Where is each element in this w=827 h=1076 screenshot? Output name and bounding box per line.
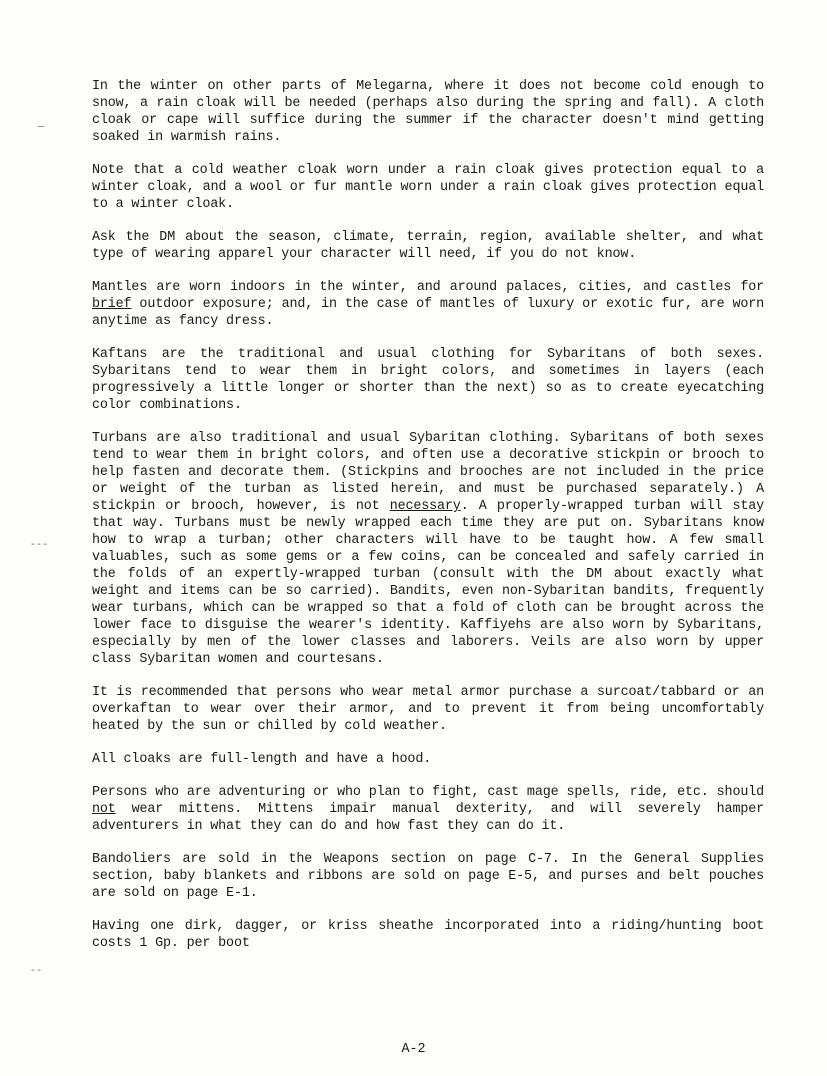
margin-mark: -- — [30, 966, 43, 977]
paragraph-bandoliers: Bandoliers are sold in the Weapons section on page C-7. In the General Supplies section, baby blankets and ribbons are sold on page E-5, and purses and belt pouches are sold on page E-1. — [92, 852, 764, 901]
paragraph-cloak-protection: Note that a cold weather cloak worn under a rain cloak gives protection equal to a winter cloak, and a wool or fur mantle worn under a rain cloak gives protection equal to a winter cloak. — [92, 163, 764, 212]
margin-mark: --- — [30, 540, 49, 551]
underlined-word: necessary — [389, 499, 461, 514]
paragraph-kaftans: Kaftans are the traditional and usual clothing for Sybaritans of both sexes. Sybaritans tend to wear them in bright colors, and sometimes in layers (each progressively a little longer or shorter than the next) so as to create eyecatching color combinations. — [92, 347, 764, 413]
underlined-word: brief — [92, 297, 132, 312]
paragraph-surcoat: It is recommended that persons who wear metal armor purchase a surcoat/tabbard or an overkaftan to wear over their armor, and to prevent it from being uncomfortably heated by the sun or chilled by cold weather. — [92, 685, 764, 734]
paragraph-cloaks-hood: All cloaks are full-length and have a hood. — [92, 752, 432, 767]
page-number: A-2 — [401, 1042, 426, 1057]
document-body — [92, 78, 764, 968]
paragraph-rain-cloak: In the winter on other parts of Melegarna, where it does not become cold enough to snow, a rain cloak will be needed (perhaps also during the spring and fall). A cloth cloak or cape will suffice during the summer if the character doesn't mind getting soaked in warmish rains. — [92, 79, 764, 145]
paragraph-mittens: Persons who are adventuring or who plan to fight, cast mage spells, ride, etc. should not wear mittens. Mittens impair manual dexterity, and will severely hamper adventurers in what they can do and how fast they can do it. — [92, 785, 764, 834]
margin-mark: — — [38, 122, 45, 133]
paragraph-ask-dm: Ask the DM about the season, climate, terrain, region, available shelter, and what type of wearing apparel your character will need, if you do not know. — [92, 230, 764, 262]
paragraph-turbans: Turbans are also traditional and usual Sybaritan clothing. Sybaritans of both sexes tend to wear them in bright colors, and often use a decorative stickpin or brooch to help fasten and decorate them. (Stickpins and brooches are not included in the price or weight of the turban as listed herein, and must be purchased separately.) A stickpin or brooch, however, is not necessary. A properly-wrapped turban will stay that way. Turbans must be newly wrapped each time they are put on. Sybaritans know how to wrap a turban; other characters will have to be taught how. A few small valuables, such as some gems or a few coins, can be concealed and safely carried in the folds of an expertly-wrapped turban (consult with the DM about exactly what weight and items can be so carried). Bandits, even non-Sybaritan bandits, frequently wear turbans, which can be wrapped so that a fold of cloth can be brought across the lower face to disguise the wearer's identity. Kaffiyehs are also worn by Sybaritans, especially by men of the lower classes and laborers. Veils are also worn by upper class Sybaritan women and courtesans. — [92, 431, 764, 667]
paragraph-boot-sheathe: Having one dirk, dagger, or kriss sheathe incorporated into a riding/hunting boot costs 1 Gp. per boot — [92, 919, 764, 951]
underlined-word: not — [92, 802, 116, 817]
paragraph-mantles: Mantles are worn indoors in the winter, and around palaces, cities, and castles for brief outdoor exposure; and, in the case of mantles of luxury or exotic fur, are worn anytime as fancy dress. — [92, 280, 764, 329]
